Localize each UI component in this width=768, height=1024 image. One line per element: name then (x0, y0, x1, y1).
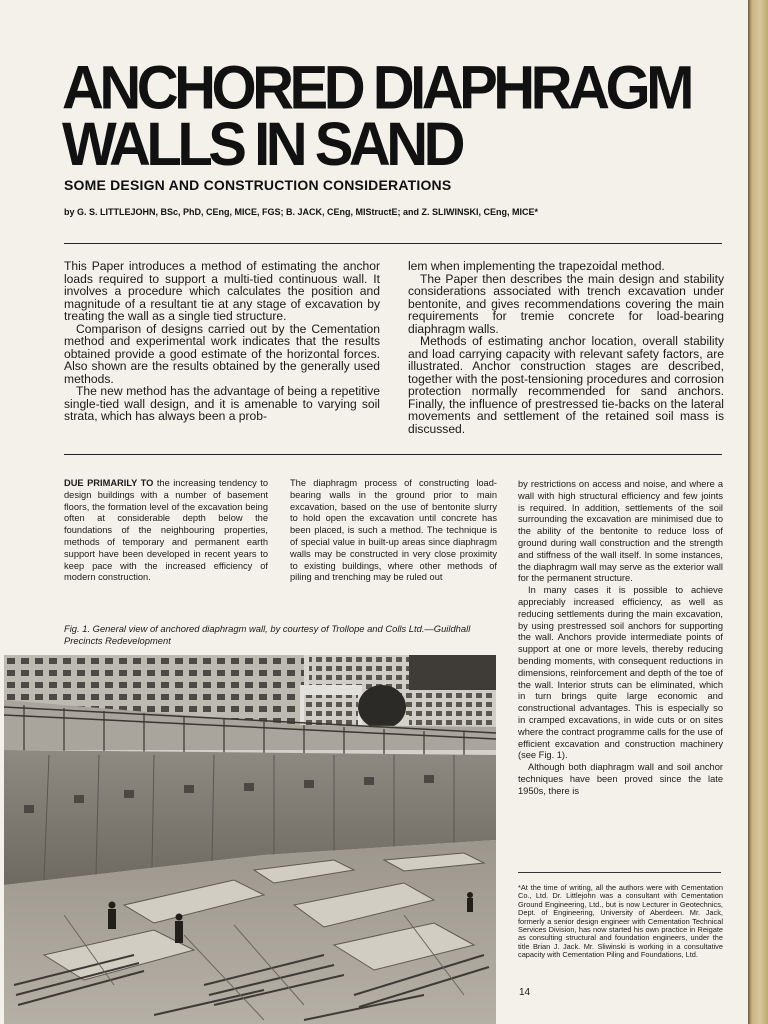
lead-in: DUE PRIMARILY TO (64, 478, 154, 488)
abstract-top-rule (64, 243, 722, 244)
body-column-1 (64, 478, 268, 584)
abstract-bottom-rule (64, 454, 722, 455)
body-column-2 (290, 478, 497, 584)
body-paragraph: In many cases it is possible to achieve appreciably increased efficiency, as well as reducing settlements during the main excavation, by using prestressed soil anchors for supporting the wall. Anchors provide intermediate points of support at one or more levels, thereby reducing bending moments, with consequent reductions in dimensions, reinforcement and depth of the toe of the wall. Interior struts can be eliminated, which in turn brings quite large economic and constructional advantages. This is especially so in cramped excavations, in wide cuts or on sites where the contract programme calls for the use of efficient excavation and construction machinery (see Fig. 1). (518, 585, 723, 761)
page-number: 14 (519, 987, 531, 998)
body-column-3 (518, 479, 723, 798)
article-subtitle: SOME DESIGN AND CONSTRUCTION CONSIDERATIONS (64, 177, 452, 193)
construction-site-photo (4, 655, 496, 1024)
author-footnote: *At the time of writing, all the authors were with Cementation Co., Ltd. Dr. Littlejohn was a consultant with Cementation Ground Engineering, Ltd., but is now Lecturer in Geotechnics, Dept. of Engineering, University of Aberdeen. Mr. Jack, formerly a senior design engineer with Cementation Technical Services Division, has now started his own practice in Reigate as consulting structural and foundation engineers, under the title Brian J. Jack. Mr. Sliwinski is working in a consultative capacity with Cementation Piling and Foundations, Ltd. (518, 883, 723, 960)
abstract-column-right (408, 260, 724, 435)
abstract-column-left (64, 260, 380, 423)
adjacent-page-edge (748, 0, 768, 1024)
body-text: the increasing tendency to design buildings with a number of basement floors, the formation level of the excavation being often at considerable depth below the foundations of the neighbouring properties, methods of temporary and permanent earth support have been developed in recent years to keep pace with the increased efficiency of modern construction. (64, 478, 268, 583)
abstract-paragraph: The Paper then describes the main design and stability considerations associated with trench excavation under bentonite, and gives recommendations covering the main requirements for tremie concrete for load-bearing diaphragm walls. (408, 271, 724, 336)
abstract-paragraph: Methods of estimating anchor location, overall stability and load carrying capacity with relevant safety factors, are illustrated. Anchor construction stages are described, together with the post-tensioning procedures and corrosion protection normally recommended for sand anchors. Finally, the influence of prestressed tie-backs on the lateral movements and settlement of the retained soil mass is discussed. (408, 334, 724, 436)
author-byline: by G. S. LITTLEJOHN, BSc, PhD, CEng, MICE, FGS; B. JACK, CEng, MIStructE; and Z. SLIWINSKI, CEng, MICE* (64, 207, 539, 217)
title-line-2: WALLS IN SAND (62, 110, 462, 179)
abstract-paragraph: This Paper introduces a method of estimating the anchor loads required to support a multi-tied continuous wall. It involves a procedure which calculates the position and magnitude of a resultant tie at any stage of excavation by treating the wall as a single tied structure. (64, 259, 380, 323)
body-paragraph: The diaphragm process of constructing load-bearing walls in the ground prior to main excavation, based on the use of bentonite slurry to hold open the excavation until concrete has been placed, is such a method. The technique is of special value in built-up areas since diaphragm walls may be constructed in very close proximity to existing buildings, where other methods of piling and trenching may be ruled out (290, 478, 497, 583)
figure-caption: Fig. 1. General view of anchored diaphragm wall, by courtesy of Trollope and Colls Ltd.—Guildhall Precincts Redevelopment (64, 623, 471, 646)
body-paragraph (64, 478, 268, 584)
abstract-paragraph: The new method has the advantage of being a repetitive single-tied wall design, and it is amenable to varying soil strata, which has always been a prob- (64, 384, 380, 423)
abstract-paragraph: lem when implementing the trapezoidal method. (408, 259, 665, 273)
body-paragraph: Although both diaphragm wall and soil anchor techniques have been proved since the late 1950s, there is (518, 762, 723, 796)
abstract-paragraph: Comparison of designs carried out by the Cementation method and experimental work indicates that the results obtained provide a good estimate of the horizontal forces. Also shown are the results obtained by the generally used methods. (64, 321, 380, 386)
title-line-1: ANCHORED DIAPHRAGM (62, 53, 690, 122)
footnote-rule (518, 872, 721, 873)
body-paragraph: by restrictions on access and noise, and where a wall with high structural efficiency and few joints is required. In addition, settlements of the soil surrounding the excavation are minimised due to the ability of the bentonite to reduce loss of ground during wall construction and the strength and stiffness of the wall itself. In some instances, the diaphragm wall may serve as the exterior wall for the permanent structure. (518, 479, 723, 584)
article-title (62, 53, 690, 179)
